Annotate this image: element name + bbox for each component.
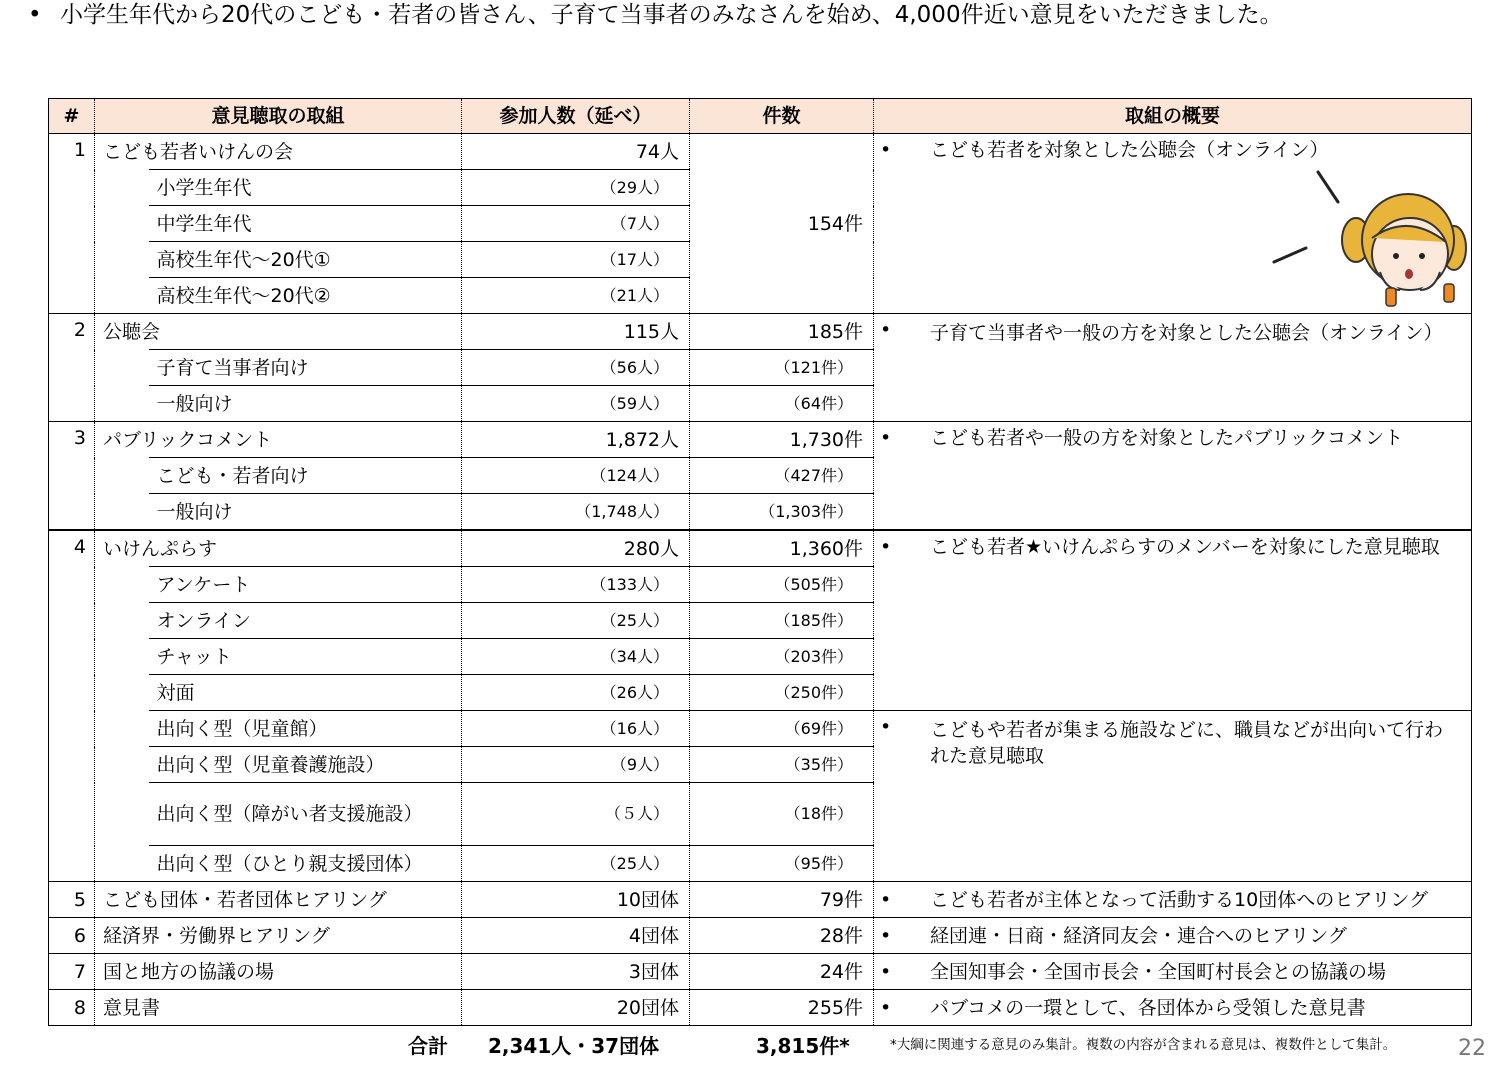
- sub-participants: （29人）: [462, 170, 690, 206]
- summary-cell: [874, 918, 1472, 954]
- row-number: 5: [49, 882, 95, 918]
- sub-effort-name: 高校生年代～20代②: [149, 278, 462, 314]
- sub-participants: （25人）: [462, 603, 690, 639]
- table-row-group-7: [49, 954, 1472, 990]
- effort-name: 経済界・労働界ヒアリング: [95, 918, 462, 954]
- count-value: 1,730件: [690, 422, 874, 458]
- table-row-group-8: [49, 990, 1472, 1026]
- effort-name: こども団体・若者団体ヒアリング: [95, 882, 462, 918]
- sub-effort-name: 子育て当事者向け: [149, 350, 462, 386]
- sub-count: （95件）: [690, 846, 874, 882]
- count-value: 28件: [690, 918, 874, 954]
- count-value: 255件: [690, 990, 874, 1026]
- sub-count: （185件）: [690, 603, 874, 639]
- count-value: 1,360件: [690, 530, 874, 567]
- summary-text: 全国知事会・全国市長会・全国町村長会との協議の場: [930, 960, 1387, 983]
- sub-count: （69件）: [690, 711, 874, 747]
- sub-count: （121件）: [690, 350, 874, 386]
- summary-cell: [874, 990, 1472, 1026]
- participants-value: 4団体: [462, 918, 690, 954]
- table-row-group-3: [49, 422, 1472, 458]
- sub-participants: （7人）: [462, 206, 690, 242]
- eye-left: [1393, 253, 1399, 259]
- page-number: 22: [1458, 1036, 1486, 1061]
- sub-count: （250件）: [690, 675, 874, 711]
- summary-bullet: •: [880, 960, 892, 983]
- sub-participants: （17人）: [462, 242, 690, 278]
- count-value: 185件: [690, 314, 874, 350]
- participants-value: 20団体: [462, 990, 690, 1026]
- sub-participants: （25人）: [462, 846, 690, 882]
- participants-value: 280人: [462, 530, 690, 567]
- emphasis-line-top: [1318, 172, 1338, 202]
- table-row-group-2: [49, 314, 1472, 350]
- row-number: 4: [49, 530, 95, 882]
- participants-value: 1,872人: [462, 422, 690, 458]
- summary-bullet: •: [880, 716, 892, 738]
- summary-text: こども若者が主体となって活動する10団体へのヒアリング: [930, 888, 1429, 911]
- sub-effort-name: 一般向け: [149, 386, 462, 422]
- summary-text: 子育て当事者や一般の方を対象とした公聴会（オンライン）: [930, 322, 1443, 344]
- thinking-girl-illustration: [1268, 160, 1468, 310]
- sub-effort-name: アンケート: [149, 567, 462, 603]
- sub-participants: （５人）: [462, 783, 690, 846]
- summary-cell: [874, 530, 1472, 711]
- sub-effort-name: チャット: [149, 639, 462, 675]
- summary-text: パブコメの一環として、各団体から受領した意見書: [930, 996, 1366, 1019]
- sub-effort-name: 小学生年代: [149, 170, 462, 206]
- sub-participants: （21人）: [462, 278, 690, 314]
- sub-participants: （34人）: [462, 639, 690, 675]
- summary-bullet: •: [880, 996, 892, 1019]
- effort-name: 国と地方の協議の場: [95, 954, 462, 990]
- sub-participants: （9人）: [462, 747, 690, 783]
- intro-text: [28, 0, 1283, 30]
- summary-text: こども若者★いけんぷらすのメンバーを対象にした意見聴取: [930, 536, 1440, 558]
- count-value: 154件: [690, 134, 874, 314]
- eye-right: [1419, 253, 1425, 259]
- sub-count: （18件）: [690, 783, 874, 846]
- effort-name: いけんぷらす: [95, 530, 462, 567]
- table-row-group-1: [49, 134, 1472, 170]
- sub-count: （1,303件）: [690, 494, 874, 531]
- shoe-left: [1386, 288, 1396, 306]
- summary-bullet: •: [880, 536, 892, 558]
- row-number: 3: [49, 422, 95, 531]
- sub-count: （64件）: [690, 386, 874, 422]
- sub-effort-name: 出向く型（障がい者支援施設）: [149, 783, 462, 846]
- summary-text: こどもや若者が集まる施設などに、職員などが出向いて行われた意見聴取: [930, 719, 1444, 767]
- opinion-hearing-table: [48, 98, 1472, 1026]
- participants-value: 74人: [462, 134, 690, 170]
- emphasis-line-left: [1274, 248, 1306, 262]
- sub-participants: （1,748人）: [462, 494, 690, 531]
- sub-participants: （26人）: [462, 675, 690, 711]
- count-value: 79件: [690, 882, 874, 918]
- row-number: 7: [49, 954, 95, 990]
- sub-count: （203件）: [690, 639, 874, 675]
- sub-participants: （16人）: [462, 711, 690, 747]
- table-header-row: [49, 99, 1472, 134]
- header-num: #: [49, 99, 95, 134]
- sub-effort-name: 高校生年代～20代①: [149, 242, 462, 278]
- participants-value: 10団体: [462, 882, 690, 918]
- summary-text: 経団連・日商・経済同友会・連合へのヒアリング: [930, 924, 1347, 947]
- participants-value: 3団体: [462, 954, 690, 990]
- row-number: 6: [49, 918, 95, 954]
- table-row: [49, 711, 1472, 747]
- summary-bullet: •: [880, 924, 892, 947]
- table-row-group-5: [49, 882, 1472, 918]
- header-count: 件数: [690, 99, 874, 134]
- summary-bullet: •: [880, 319, 892, 341]
- sub-effort-name: 出向く型（ひとり親支援団体）: [149, 846, 462, 882]
- effort-name: パブリックコメント: [95, 422, 462, 458]
- total-label: 合計: [408, 1034, 448, 1058]
- summary-bullet: •: [880, 888, 892, 911]
- summary-cell: [874, 954, 1472, 990]
- sub-participants: （124人）: [462, 458, 690, 494]
- table-row-group-6: [49, 918, 1472, 954]
- count-value: 24件: [690, 954, 874, 990]
- summary-text: こども若者や一般の方を対象としたパブリックコメント: [930, 427, 1404, 449]
- sub-effort-name: 出向く型（児童館）: [149, 711, 462, 747]
- effort-name: 公聴会: [95, 314, 462, 350]
- total-count: 3,815件*: [756, 1034, 850, 1058]
- effort-name: こども若者いけんの会: [95, 134, 462, 170]
- summary-bullet: •: [880, 427, 892, 449]
- summary-text: こども若者を対象とした公聴会（オンライン）: [930, 139, 1329, 161]
- sub-effort-name: 出向く型（児童養護施設）: [149, 747, 462, 783]
- sub-participants: （59人）: [462, 386, 690, 422]
- sub-count: （35件）: [690, 747, 874, 783]
- summary-bullet: •: [880, 139, 892, 161]
- effort-name: 意見書: [95, 990, 462, 1026]
- summary-cell: [874, 314, 1472, 422]
- footnote: *大綱に関連する意見のみ集計。複数の内容が含まれる意見は、複数件として集計。: [890, 1037, 1397, 1053]
- sub-effort-name: 一般向け: [149, 494, 462, 531]
- summary-cell: [874, 882, 1472, 918]
- sub-effort-name: 対面: [149, 675, 462, 711]
- sub-participants: （133人）: [462, 567, 690, 603]
- sub-count: （427件）: [690, 458, 874, 494]
- intro-sentence: 小学生年代から20代のこども・若者の皆さん、子育て当事者のみなさんを始め、4,000件近い意見をいただきました。: [60, 2, 1283, 28]
- sub-count: （505件）: [690, 567, 874, 603]
- sub-participants: （56人）: [462, 350, 690, 386]
- table-row-group-4: [49, 530, 1472, 567]
- shoe-right: [1444, 284, 1454, 302]
- sub-effort-name: こども・若者向け: [149, 458, 462, 494]
- total-participants: 2,341人・37団体: [488, 1034, 660, 1058]
- row-number: 8: [49, 990, 95, 1026]
- row-number: 1: [49, 134, 95, 314]
- participants-value: 115人: [462, 314, 690, 350]
- header-summary: 取組の概要: [874, 99, 1472, 134]
- sub-effort-name: オンライン: [149, 603, 462, 639]
- summary-cell: [874, 422, 1472, 531]
- header-participants: 参加人数（延べ）: [462, 99, 690, 134]
- intro-bullet: •: [28, 2, 42, 28]
- row-number: 2: [49, 314, 95, 422]
- header-effort: 意見聴取の取組: [95, 99, 462, 134]
- mouth: [1405, 269, 1413, 279]
- sub-effort-name: 中学生年代: [149, 206, 462, 242]
- summary-cell-2: [874, 711, 1472, 882]
